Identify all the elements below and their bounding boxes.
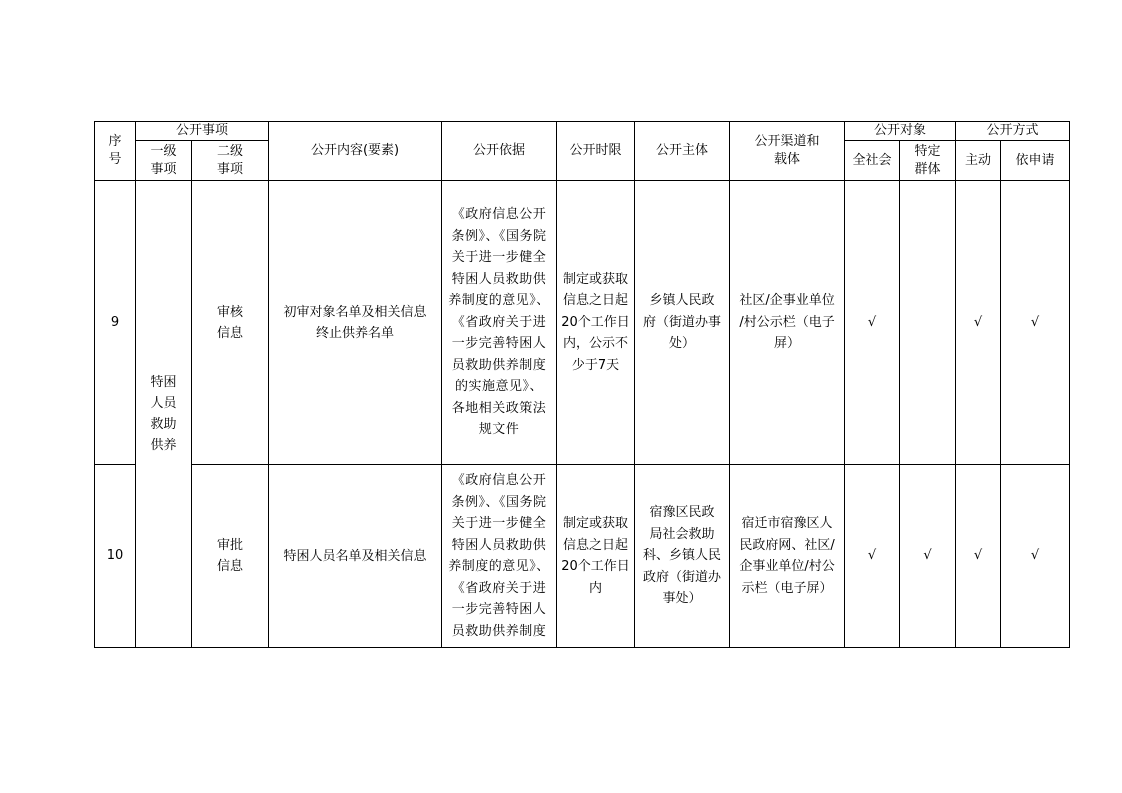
row-subject: 乡镇人民政 府（街道办事 处） — [635, 181, 730, 465]
row-active-check: √ — [956, 465, 1001, 648]
row-channel: 宿迁市宿豫区人 民政府网、社区/ 企事业单位/村公 示栏（电子屏） — [730, 465, 845, 648]
row-specific-group-check: √ — [900, 465, 956, 648]
disclosure-table — [94, 121, 1070, 648]
header-seq: 序 号 — [95, 122, 136, 181]
row-level2: 审核 信息 — [192, 181, 269, 465]
header-specific-group: 特定 群体 — [900, 141, 956, 181]
header-target-group: 公开对象 — [845, 122, 956, 141]
row-whole-society-check: √ — [845, 465, 900, 648]
header-subject: 公开主体 — [635, 122, 730, 181]
row-basis: 《政府信息公开 条例》、《国务院 关于进一步健全 特困人员救助供 养制度的意见》、 《省政府关于进 一步完善特困人 员救助供养制度 — [442, 465, 557, 648]
row-time-limit: 制定或获取 信息之日起 20个工作日 内 — [557, 465, 635, 648]
row-subject: 宿豫区民政 局社会救助 科、乡镇人民 政府（街道办 事处） — [635, 465, 730, 648]
header-whole-society: 全社会 — [845, 141, 900, 181]
row-basis: 《政府信息公开 条例》、《国务院 关于进一步健全 特困人员救助供 养制度的意见》、 《省政府关于进 一步完善特困人 员救助供养制度 的实施意见》、 各地相关政策法 规文件 — [442, 181, 557, 465]
header-active: 主动 — [956, 141, 1001, 181]
row-content: 特困人员名单及相关信息 — [269, 465, 442, 648]
header-channel: 公开渠道和 载体 — [730, 122, 845, 181]
table-row — [95, 465, 1070, 648]
header-level2: 二级 事项 — [192, 141, 269, 181]
header-on-request: 依申请 — [1001, 141, 1070, 181]
header-basis: 公开依据 — [442, 122, 557, 181]
header-matter-group: 公开事项 — [136, 122, 269, 141]
row-content: 初审对象名单及相关信息 终止供养名单 — [269, 181, 442, 465]
table-row — [95, 181, 1070, 465]
row-level2: 审批 信息 — [192, 465, 269, 648]
header-method-group: 公开方式 — [956, 122, 1070, 141]
header-time-limit: 公开时限 — [557, 122, 635, 181]
header-level1: 一级 事项 — [136, 141, 192, 181]
row-active-check: √ — [956, 181, 1001, 465]
row-specific-group-check — [900, 181, 956, 465]
row-whole-society-check: √ — [845, 181, 900, 465]
row-level1: 特困 人员 救助 供养 — [136, 181, 192, 648]
row-seq: 10 — [95, 465, 136, 648]
row-on-request-check: √ — [1001, 465, 1070, 648]
row-channel: 社区/企事业单位 /村公示栏（电子 屏） — [730, 181, 845, 465]
row-on-request-check: √ — [1001, 181, 1070, 465]
header-content: 公开内容(要素) — [269, 122, 442, 181]
row-time-limit: 制定或获取 信息之日起 20个工作日 内，公示不 少于7天 — [557, 181, 635, 465]
row-seq: 9 — [95, 181, 136, 465]
